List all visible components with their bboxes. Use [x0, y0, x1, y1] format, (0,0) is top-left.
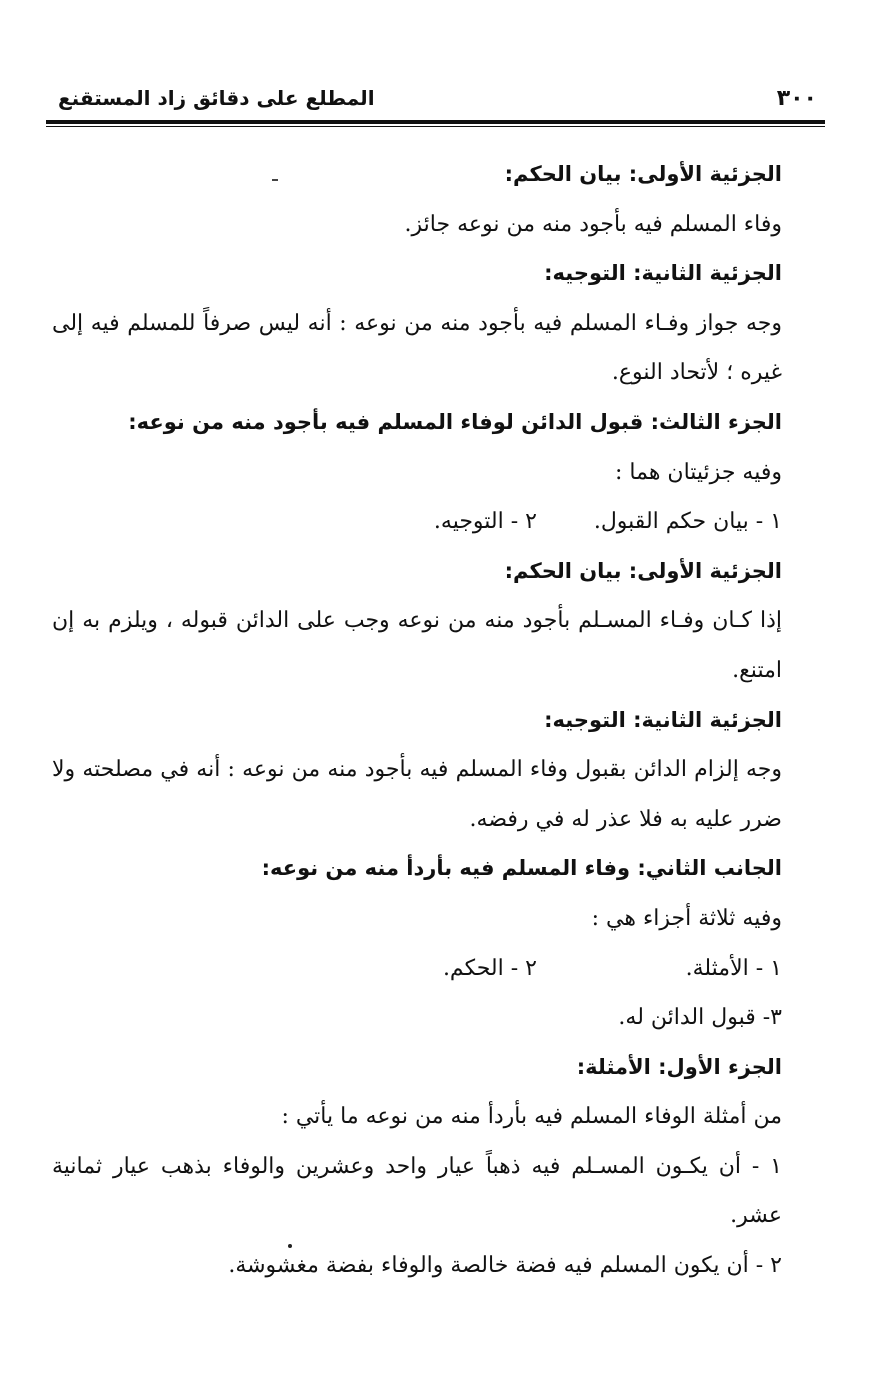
list-item: ٢ - التوجيه. [433, 509, 537, 535]
page-body [52, 150, 782, 1291]
list-item: ٣- قبول الدائن له. [618, 1005, 782, 1031]
paragraph: من أمثلة الوفاء المسلم فيه بأردأ منه من نوعه ما يأتي : [281, 1104, 782, 1130]
section-heading: الجانب الثاني: وفاء المسلم فيه بأردأ منه من نوعه: [261, 856, 782, 881]
subheading: الجزئية الأولى: بيان الحكم: [504, 162, 782, 186]
header-rule-thick [46, 120, 825, 124]
subheading: الجزء الأول: الأمثلة: [576, 1054, 782, 1079]
paragraph: وجه جواز وفـاء المسلم فيه بأجود منه من نوعه : أنه ليس صرفاً للمسلم فيه إلى غيره ؛ لأتحاد النوع. [52, 310, 782, 386]
paragraph: وفيه ثلاثة أجزاء هي : [591, 905, 782, 931]
list-item: ١ - بيان حكم القبول. [593, 509, 782, 535]
list-item: ٢ - أن يكون المسلم فيه فضة خالصة والوفاء بفضة مغشوشة. [228, 1253, 782, 1279]
list-row [52, 497, 782, 547]
page-number: ٣٠٠ [776, 86, 817, 111]
subheading: الجزئية الثانية: التوجيه: [544, 261, 782, 286]
section-heading: الجزء الثالث: قبول الدائن لوفاء المسلم فيه بأجود منه من نوعه: [128, 409, 782, 434]
header-rule-thin [46, 126, 825, 127]
paragraph: إذا كـان وفـاء المسـلم بأجود منه من نوعه وجب على الدائن قبوله ، ويلزم به إن امتنع. [52, 608, 782, 683]
paragraph: وجه إلزام الدائن بقبول وفاء المسلم فيه بأجود منه من نوعه : أنه في مصلحته ولا ضرر عليه به فلا عذر له في رفضه. [52, 757, 782, 832]
running-title: المطلع على دقائق زاد المستقنع [58, 86, 375, 110]
scan-speck [272, 179, 278, 181]
scan-speck [288, 1244, 292, 1248]
subheading: الجزئية الثانية: التوجيه: [544, 707, 782, 732]
list-item: ١ - أن يكـون المسـلم فيه ذهباً عيار واحد وعشرين والوفاء بذهب عيار ثمانية عشر. [52, 1153, 782, 1229]
paragraph: وفاء المسلم فيه بأجود منه من نوعه جائز. [404, 211, 782, 237]
list-row [52, 944, 782, 994]
subheading: الجزئية الأولى: بيان الحكم: [504, 558, 782, 583]
list-item: ١ - الأمثلة. [685, 955, 782, 981]
page-header [48, 84, 825, 114]
list-item: ٢ - الحكم. [442, 955, 537, 981]
paragraph: وفيه جزئيتان هما : [615, 459, 782, 485]
